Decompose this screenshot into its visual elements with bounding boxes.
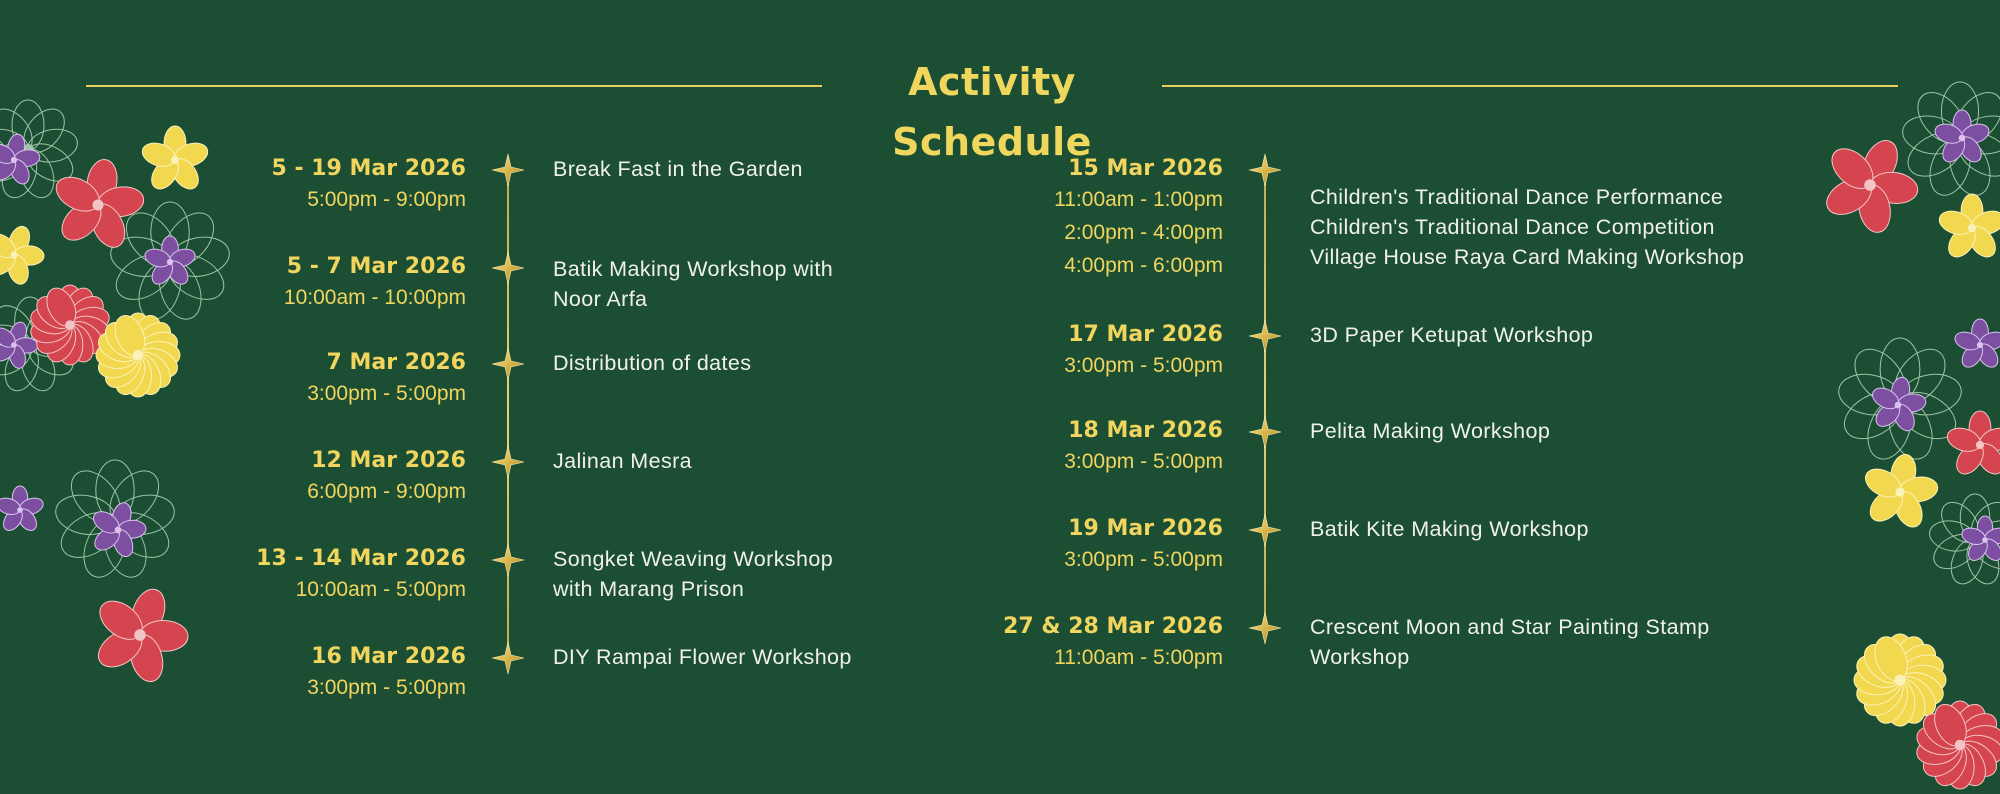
star-marker-icon (1248, 153, 1282, 187)
purple-flower-icon (1868, 375, 1928, 435)
event-time: 3:00pm - 5:00pm (1064, 548, 1223, 571)
yellow-flower-icon (1936, 192, 2000, 264)
event-date: 13 - 14 Mar 2026 (256, 546, 466, 571)
schedule-header (86, 52, 1898, 164)
star-marker-icon (491, 347, 525, 381)
event-date: 17 Mar 2026 (1068, 322, 1223, 347)
event-date: 12 Mar 2026 (311, 448, 466, 473)
red-flower-icon (50, 157, 146, 253)
event-time: 3:00pm - 5:00pm (307, 382, 466, 405)
event-activity: Songket Weaving Workshop (553, 547, 834, 571)
yellow-flower-icon (139, 124, 211, 196)
event-activity: Noor Arfa (553, 287, 648, 311)
event-time: 2:00pm - 4:00pm (1064, 221, 1223, 244)
purple-flower-icon (142, 234, 198, 290)
header-divider-right (1162, 85, 1898, 87)
event-time: 3:00pm - 5:00pm (1064, 354, 1223, 377)
purple-flower-icon (1932, 108, 1992, 168)
event-date: 27 & 28 Mar 2026 (1003, 614, 1223, 639)
event-time: 4:00pm - 6:00pm (1064, 254, 1223, 277)
event-activity: Pelita Making Workshop (1310, 419, 1551, 443)
star-marker-icon (491, 641, 525, 675)
header-divider-left (86, 85, 822, 87)
star-marker-icon (491, 153, 525, 187)
star-marker-icon (491, 543, 525, 577)
star-marker-icon (491, 445, 525, 479)
timeline-connector (507, 170, 509, 658)
event-activity: 3D Paper Ketupat Workshop (1310, 323, 1594, 347)
event-date: 18 Mar 2026 (1068, 418, 1223, 443)
purple-flower-icon (0, 132, 42, 188)
purple-flower-icon (88, 500, 148, 560)
red-flower-icon (90, 585, 190, 685)
event-activity: Crescent Moon and Star Painting Stamp (1310, 615, 1710, 639)
event-time: 11:00am - 5:00pm (1054, 646, 1223, 669)
star-marker-icon (1248, 319, 1282, 353)
event-activity: Children's Traditional Dance Performance (1310, 185, 1724, 209)
event-date: 15 Mar 2026 (1068, 156, 1223, 181)
purple-flower-icon (1959, 514, 2000, 566)
red-dahlia-icon (1914, 699, 2000, 791)
purple-flower-icon (0, 484, 46, 536)
red-flower-icon (1944, 409, 2000, 481)
event-activity: Jalinan Mesra (553, 449, 693, 473)
event-activity: Workshop (1310, 645, 1410, 669)
event-time: 11:00am - 1:00pm (1054, 188, 1223, 211)
event-date: 5 - 19 Mar 2026 (271, 156, 466, 181)
event-date: 5 - 7 Mar 2026 (286, 254, 466, 279)
star-marker-icon (491, 251, 525, 285)
event-time: 10:00am - 5:00pm (295, 578, 466, 601)
yellow-flower-icon (1860, 452, 1940, 532)
yellow-dahlia-icon (94, 311, 182, 399)
event-date: 7 Mar 2026 (326, 350, 466, 375)
event-activity: Children's Traditional Dance Competition (1310, 215, 1715, 239)
event-date: 16 Mar 2026 (311, 644, 466, 669)
event-activity: Break Fast in the Garden (553, 157, 803, 181)
event-time: 5:00pm - 9:00pm (307, 188, 466, 211)
timeline-connector (1264, 170, 1266, 628)
star-marker-icon (1248, 513, 1282, 547)
event-activity: Village House Raya Card Making Workshop (1310, 245, 1745, 269)
purple-flower-icon (1952, 317, 2000, 373)
event-time: 3:00pm - 5:00pm (307, 676, 466, 699)
star-marker-icon (1248, 611, 1282, 645)
event-activity: DIY Rampai Flower Workshop (553, 645, 852, 669)
event-time: 10:00am - 10:00pm (283, 286, 466, 309)
event-activity: Distribution of dates (553, 351, 752, 375)
page-title: Activity Schedule (892, 60, 1092, 164)
red-flower-icon (1820, 135, 1920, 235)
event-time: 6:00pm - 9:00pm (307, 480, 466, 503)
event-time: 3:00pm - 5:00pm (1064, 450, 1223, 473)
event-date: 19 Mar 2026 (1068, 516, 1223, 541)
event-activity: with Marang Prison (553, 577, 745, 601)
event-activity: Batik Making Workshop with (553, 257, 834, 281)
star-marker-icon (1248, 415, 1282, 449)
yellow-flower-icon (0, 223, 46, 287)
event-activity: Batik Kite Making Workshop (1310, 517, 1589, 541)
